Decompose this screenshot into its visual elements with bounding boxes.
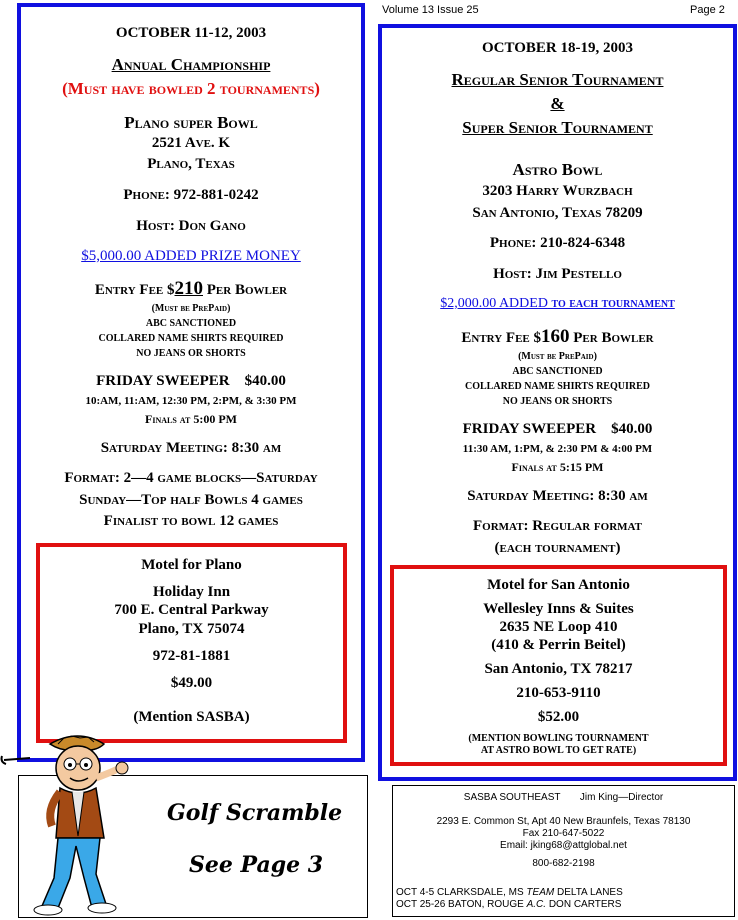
golf-see-page: See Page 3	[189, 852, 324, 878]
right-phone: Phone: 210-824-6348	[489, 235, 626, 251]
contact-email-label: Email:	[500, 840, 528, 851]
left-motel-addr2: Plano, TX 75074	[138, 621, 245, 637]
right-venue: Astro Bowl	[512, 160, 603, 179]
golfer-clipart-icon	[0, 728, 140, 920]
page-number: Page 2	[690, 4, 725, 16]
left-note1: (Must be PrePaid)	[151, 303, 231, 314]
event-row-1	[396, 887, 623, 898]
right-format1: Format: Regular format	[473, 518, 642, 534]
right-entry-amount: 160	[541, 326, 570, 347]
right-note1: (Must be PrePaid)	[518, 351, 597, 362]
left-motel-box	[36, 543, 347, 743]
left-prize-link[interactable]: $5,000.00 ADDED PRIZE MONEY	[81, 248, 301, 264]
left-subtitle: (Must have bowled 2 tournaments)	[62, 79, 320, 98]
right-address1: 3203 Harry Wurzbach	[482, 183, 633, 199]
contact-email[interactable]: jking68@attglobal.net	[530, 840, 627, 851]
right-address2: San Antonio, Texas 78209	[472, 205, 643, 221]
left-address2: Plano, Texas	[147, 156, 235, 172]
left-entry-pre: Entry Fee $	[94, 282, 175, 298]
left-address1: 2521 Ave. K	[151, 135, 231, 151]
left-motel-addr1: 700 E. Central Parkway	[114, 602, 269, 618]
right-sweeper: FRIDAY SWEEPER $40.00	[462, 421, 653, 437]
right-host: Host: Jim Pestello	[493, 266, 622, 282]
right-prize-link[interactable]	[382, 296, 733, 312]
right-entry-post: Per Bowler	[569, 330, 654, 346]
contact-box	[392, 785, 735, 917]
left-venue: Plano super Bowl	[124, 113, 258, 132]
volume-label: Volume 13 Issue 25	[382, 4, 479, 16]
left-format2: Sunday—Top half Bowls 4 games	[79, 492, 303, 508]
left-sweeper: FRIDAY SWEEPER $40.00	[96, 373, 286, 389]
left-meeting: Saturday Meeting: 8:30 am	[100, 440, 282, 456]
right-motel-addr2: (410 & Perrin Beitel)	[491, 637, 626, 653]
right-note3: COLLARED NAME SHIRTS REQUIRED	[465, 381, 650, 392]
event1-type: TEAM	[526, 887, 555, 898]
right-motel-rate: $52.00	[537, 709, 580, 725]
right-format2: (each tournament)	[494, 540, 621, 556]
left-title: Annual Championship	[111, 55, 271, 74]
left-finals: Finals at 5:00 PM	[145, 412, 237, 426]
right-entry-pre: Entry Fee $	[461, 330, 541, 346]
contact-fax: Fax 210-647-5022	[522, 828, 605, 839]
right-prize-a: $2,000.00 ADDED	[440, 296, 548, 311]
right-title2: Super Senior Tournament	[462, 118, 653, 137]
right-prize-b: to each tournament	[547, 296, 675, 311]
right-motel-name: Wellesley Inns & Suites	[483, 601, 634, 617]
right-motel-mention1: (MENTION BOWLING TOURNAMENT	[468, 733, 649, 744]
right-entry-fee	[382, 326, 733, 348]
left-date: OCTOBER 11-12, 2003	[115, 25, 267, 41]
left-entry-amount: 210	[174, 278, 203, 299]
right-finals: Finals at 5:15 PM	[511, 460, 604, 474]
right-motel-mention2: AT ASTRO BOWL TO GET RATE)	[480, 745, 637, 756]
right-note2: ABC SANCTIONED	[512, 366, 603, 377]
right-note4: NO JEANS OR SHORTS	[502, 396, 613, 407]
left-motel-heading: Motel for Plano	[141, 557, 242, 573]
right-motel-city: San Antonio, TX 78217	[484, 661, 633, 677]
contact-address: 2293 E. Common St, Apt 40 New Braunfels, Texas 78130	[436, 816, 691, 827]
right-date: OCTOBER 18-19, 2003	[482, 40, 633, 56]
left-format1: Format: 2—4 game blocks—Saturday	[64, 470, 318, 486]
right-title1: Regular Senior Tournament	[451, 70, 664, 89]
right-motel-addr1: 2635 NE Loop 410	[499, 619, 618, 635]
right-motel-box	[390, 565, 727, 766]
left-entry-fee	[21, 278, 361, 300]
left-format3: Finalist to bowl 12 games	[103, 513, 279, 529]
right-meeting: Saturday Meeting: 8:30 am	[467, 488, 648, 504]
event2-type: A.C.	[526, 899, 547, 910]
event1-date: OCT 4-5 CLARKSDALE, MS	[396, 887, 524, 898]
event1-venue: DELTA LANES	[556, 887, 623, 898]
left-note2: ABC SANCTIONED	[145, 318, 237, 329]
left-motel-phone: 972-81-1881	[152, 648, 231, 664]
contact-phone: 800-682-2198	[532, 858, 595, 869]
contact-org: SASBA SOUTHEAST	[463, 792, 561, 803]
contact-org-line	[393, 792, 734, 803]
right-sweeper-times: 11:30 AM, 1:PM, & 2:30 PM & 4:00 PM	[462, 443, 653, 455]
right-amp: &	[550, 94, 565, 113]
left-host: Host: Don Gano	[136, 218, 246, 234]
right-motel-heading: Motel for San Antonio	[487, 577, 630, 593]
left-note4: NO JEANS OR SHORTS	[136, 348, 246, 359]
contact-email-line	[393, 840, 734, 851]
left-motel-mention: (Mention SASBA)	[133, 709, 250, 725]
event-row-2	[396, 899, 621, 910]
contact-director: Jim King—Director	[579, 792, 664, 803]
left-entry-post: Per Bowler	[203, 282, 288, 298]
left-motel-name: Holiday Inn	[152, 584, 231, 600]
golf-scramble-title: Golf Scramble	[167, 800, 343, 826]
left-note3: COLLARED NAME SHIRTS REQUIRED	[98, 333, 284, 344]
left-phone: Phone: 972-881-0242	[123, 187, 259, 203]
left-motel-rate: $49.00	[170, 675, 213, 691]
left-sweeper-times: 10:AM, 11:AM, 12:30 PM, 2:PM, & 3:30 PM	[85, 395, 297, 407]
event2-date: OCT 25-26 BATON, ROUGE	[396, 899, 524, 910]
right-motel-phone: 210-653-9110	[516, 685, 601, 701]
event2-venue: DON CARTERS	[548, 899, 622, 910]
